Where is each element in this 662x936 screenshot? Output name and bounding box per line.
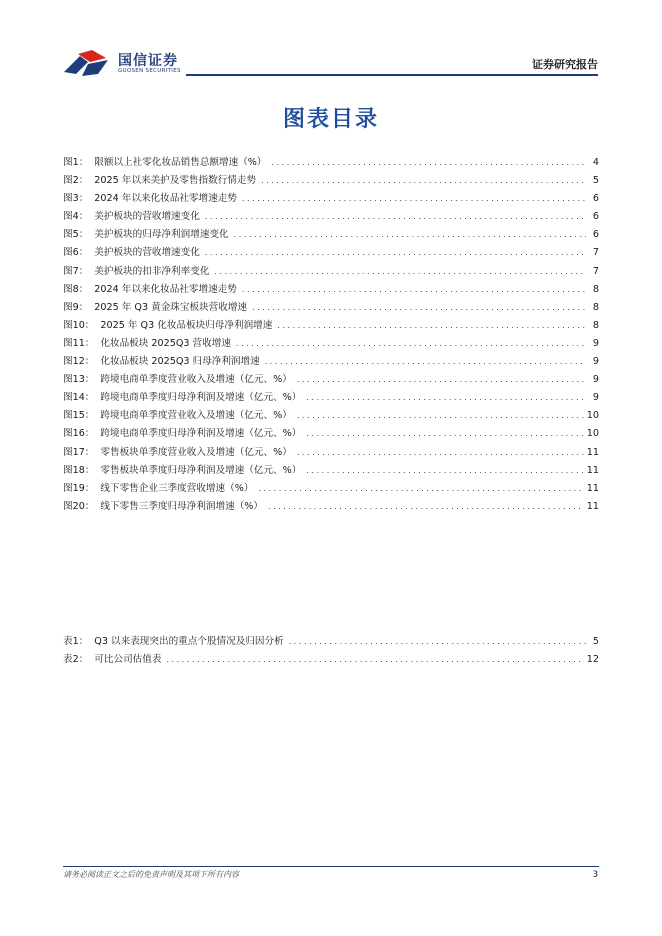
page-ref: 11 [586, 500, 599, 512]
figure-label: 图2： [63, 175, 89, 187]
figure-entry[interactable] [63, 172, 599, 190]
table-label: 表1： [63, 636, 89, 647]
page-ref: 9 [592, 356, 599, 368]
logo-text-cn: 国信证券 [118, 53, 178, 69]
page-ref: 5 [592, 175, 599, 187]
page-ref: 9 [592, 392, 599, 404]
table-entry[interactable] [63, 651, 599, 669]
figure-title: 零售板块单季度营业收入及增速（亿元、%） [100, 446, 292, 458]
figure-entry[interactable] [63, 335, 599, 353]
dot-leader [252, 299, 586, 317]
figure-label: 图8： [63, 283, 89, 295]
figure-list [63, 154, 599, 516]
figure-entry[interactable] [63, 389, 599, 407]
figure-label: 图3： [63, 193, 89, 205]
page-ref: 8 [592, 319, 599, 331]
figure-title: 跨境电商单季度营业收入及增速（亿元、%） [100, 374, 292, 386]
figure-title: 化妆品板块 2025Q3 归母净利润增速 [100, 356, 260, 368]
page-ref: 11 [586, 464, 599, 476]
figure-title: 线下零售企业三季度营收增速（%） [100, 482, 254, 494]
figure-entry[interactable] [63, 299, 599, 317]
figure-title: 限额以上社零化妆品销售总额增速（%） [94, 157, 267, 168]
figure-title: 2025 年 Q3 化妆品板块归母净利润增速 [100, 319, 273, 331]
page-ref: 8 [592, 301, 599, 313]
dot-leader [297, 371, 586, 389]
figure-title: 美护板块的扣非净利率变化 [94, 265, 210, 277]
figure-label: 图15： [63, 410, 95, 422]
figure-entry[interactable] [63, 154, 599, 172]
figure-label: 图5： [63, 229, 89, 241]
figure-label: 图20： [63, 500, 95, 512]
report-type: 证券研究报告 [532, 58, 598, 71]
figure-entry[interactable] [63, 244, 599, 262]
table-title: 可比公司估值表 [94, 654, 162, 666]
dot-leader [306, 462, 583, 480]
page-ref: 4 [592, 157, 599, 168]
page-ref: 11 [586, 446, 599, 458]
figure-entry[interactable] [63, 208, 599, 226]
figure-title: 线下零售三季度归母净利润增速（%） [100, 500, 264, 512]
figure-entry[interactable] [63, 425, 599, 443]
figure-title: 2025 年以来美护及零售指数行情走势 [94, 175, 257, 187]
figure-title: 零售板块单季度归母净利润及增速（亿元、%） [100, 464, 302, 476]
figure-label: 图12： [63, 356, 95, 368]
guosen-logo-icon [62, 48, 112, 78]
dot-leader [297, 407, 584, 425]
page-ref: 12 [586, 654, 599, 666]
figure-label: 图17： [63, 446, 95, 458]
dot-leader [306, 425, 583, 443]
figure-title: 跨境电商单季度归母净利润及增速（亿元、%） [100, 428, 302, 440]
dot-leader [205, 208, 586, 226]
table-label: 表2： [63, 654, 89, 666]
dot-leader [272, 154, 586, 172]
page-title: 图表目录 [282, 107, 379, 132]
figure-label: 图16： [63, 428, 95, 440]
page-ref: 6 [592, 211, 599, 223]
dot-leader [277, 317, 586, 335]
dot-leader [306, 389, 586, 407]
footer-divider [63, 866, 599, 867]
figure-entry[interactable] [63, 190, 599, 208]
dot-leader [258, 480, 583, 498]
dot-leader [268, 498, 584, 516]
figure-title: 美护板块的营收增速变化 [94, 211, 200, 223]
figure-entry[interactable] [63, 371, 599, 389]
figure-title: 2024 年以来化妆品社零增速走势 [94, 193, 237, 205]
page-ref: 6 [592, 229, 599, 241]
table-list [63, 633, 599, 669]
figure-entry[interactable] [63, 281, 599, 299]
figure-title: 化妆品板块 2025Q3 营收增速 [100, 337, 231, 349]
dot-leader [214, 263, 586, 281]
figure-title: 2025 年 Q3 黄金珠宝板块营收增速 [94, 301, 248, 313]
figure-label: 图14： [63, 392, 95, 404]
dot-leader [242, 281, 586, 299]
figure-label: 图6： [63, 247, 89, 259]
table-entry[interactable] [63, 633, 599, 651]
page-ref: 5 [592, 636, 599, 647]
page-ref: 11 [586, 482, 599, 494]
dot-leader [261, 172, 586, 190]
dot-leader [242, 190, 586, 208]
table-title: Q3 以来表现突出的重点个股情况及归因分析 [94, 636, 284, 647]
figure-entry[interactable] [63, 226, 599, 244]
figure-label: 图11： [63, 337, 95, 349]
figure-label: 图10： [63, 319, 95, 331]
figure-label: 图9： [63, 301, 89, 313]
figure-title: 2024 年以来化妆品社零增速走势 [94, 283, 237, 295]
figure-entry[interactable] [63, 353, 599, 371]
page-header [0, 0, 662, 80]
page-ref: 7 [592, 265, 599, 277]
figure-label: 图7： [63, 265, 89, 277]
dot-leader [289, 633, 586, 651]
figure-label: 图19： [63, 482, 95, 494]
figure-entry[interactable] [63, 263, 599, 281]
figure-title: 美护板块的归母净利润增速变化 [94, 229, 229, 241]
page-ref: 10 [586, 410, 599, 422]
footer-disclaimer: 请务必阅读正文之后的免责声明及其项下所有内容 [63, 870, 239, 879]
page-ref: 10 [586, 428, 599, 440]
page-number: 3 [592, 870, 598, 880]
figure-entry[interactable] [63, 462, 599, 480]
figure-title: 跨境电商单季度营业收入及增速（亿元、%） [100, 410, 292, 422]
header-divider [186, 74, 598, 76]
dot-leader [234, 226, 586, 244]
page-ref: 9 [592, 374, 599, 386]
figure-entry[interactable] [63, 480, 599, 498]
figure-label: 图1： [63, 157, 89, 168]
dot-leader [236, 335, 586, 353]
page-ref: 7 [592, 247, 599, 259]
figure-entry[interactable] [63, 444, 599, 462]
dot-leader [166, 651, 583, 669]
dot-leader [265, 353, 586, 371]
page-ref: 9 [592, 337, 599, 349]
figure-label: 图4： [63, 211, 89, 223]
figure-entry[interactable] [63, 407, 599, 425]
figure-title: 跨境电商单季度归母净利润及增速（亿元、%） [100, 392, 302, 404]
figure-entry[interactable] [63, 498, 599, 516]
logo-text-en: GUOSEN SECURITIES [118, 68, 181, 74]
page-ref: 6 [592, 193, 599, 205]
figure-label: 图13： [63, 374, 95, 386]
dot-leader [297, 444, 584, 462]
page-ref: 8 [592, 283, 599, 295]
figure-title: 美护板块的营收增速变化 [94, 247, 200, 259]
figure-label: 图18： [63, 464, 95, 476]
figure-entry[interactable] [63, 317, 599, 335]
dot-leader [205, 244, 586, 262]
